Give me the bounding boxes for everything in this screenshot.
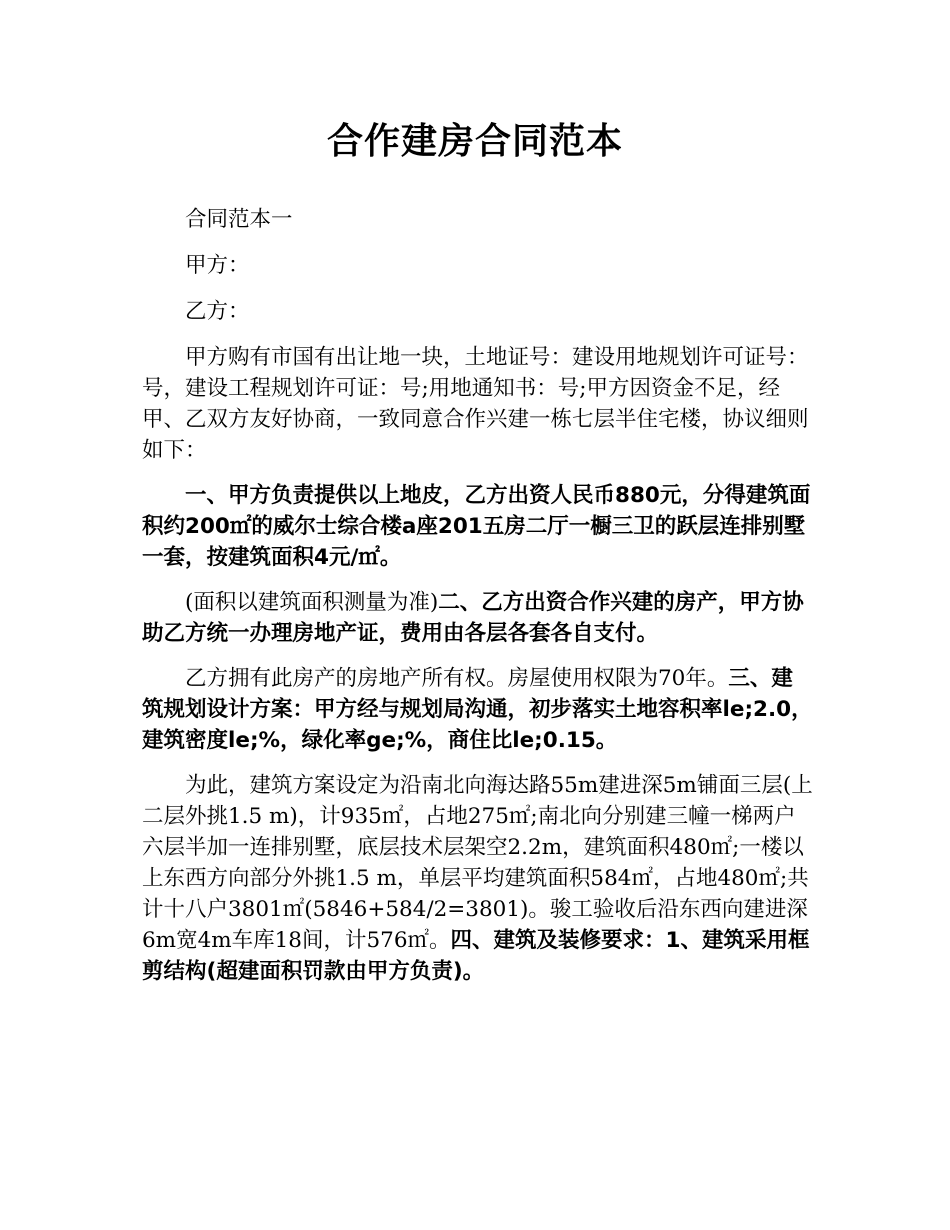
clause-three-text: 三、建筑规划设计方案：甲方经与规划局沟通，初步落实土地容积率le;2.0，建筑密度le;%，绿化率ge;%，商住比le;0.15。 (142, 666, 813, 753)
party-a-line: 甲方： (185, 253, 250, 278)
clause-four-paragraph (142, 770, 814, 987)
party-b-line: 乙方： (185, 299, 250, 324)
ownership-text: 乙方拥有此房产的房地产所有权。房屋使用权限为70年。 (185, 666, 729, 691)
contract-heading: 合同范本一 (185, 207, 293, 232)
clause-one-paragraph: 一、甲方负责提供以上地皮，乙方出资人民币880元，分得建筑面积约200㎡的威尔士综合楼a座201五房二厅一橱三卫的跃层连排别墅一套，按建筑面积4元/㎡。 (142, 483, 811, 570)
area-note-text: (面积以建筑面积测量为准) (185, 590, 439, 615)
clause-three-paragraph (142, 663, 814, 756)
clause-two-text: 二、乙方出资合作兴建的房产，甲方协助乙方统一办理房地产证，费用由各层各套各自支付。 (142, 590, 804, 646)
document-body (142, 204, 814, 1001)
clause-four-text: 四、建筑及装修要求：1、建筑采用框剪结构(超建面积罚款由甲方负责)。 (142, 928, 810, 984)
intro-paragraph: 甲方购有市国有出让地一块，土地证号：建设用地规划许可证号：号，建设工程规划许可证：号;用地通知书：号;甲方因资金不足，经甲、乙双方友好协商，一致同意合作兴建一栋七层半住宅楼，协议细则如下： (142, 345, 809, 463)
document-title: 合作建房合同范本 (326, 121, 623, 162)
clause-two-paragraph (142, 587, 814, 649)
building-plan-text: 为此，建筑方案设定为沿南北向海达路55m建进深5m铺面三层(上二层外挑1.5 m)，计935㎡，占地275㎡;南北向分别建三幢一梯两户六层半加一连排别墅，底层技术层架空2.2m，建筑面积480㎡;一楼以上东西方向部分外挑1.5 m，单层平均建筑面积584㎡，占地480㎡;共计十八户3801㎡(5846+584/2=3801)。骏工验收后沿东西向建进深6m宽4m车库18间，计576㎡。 (142, 773, 813, 953)
